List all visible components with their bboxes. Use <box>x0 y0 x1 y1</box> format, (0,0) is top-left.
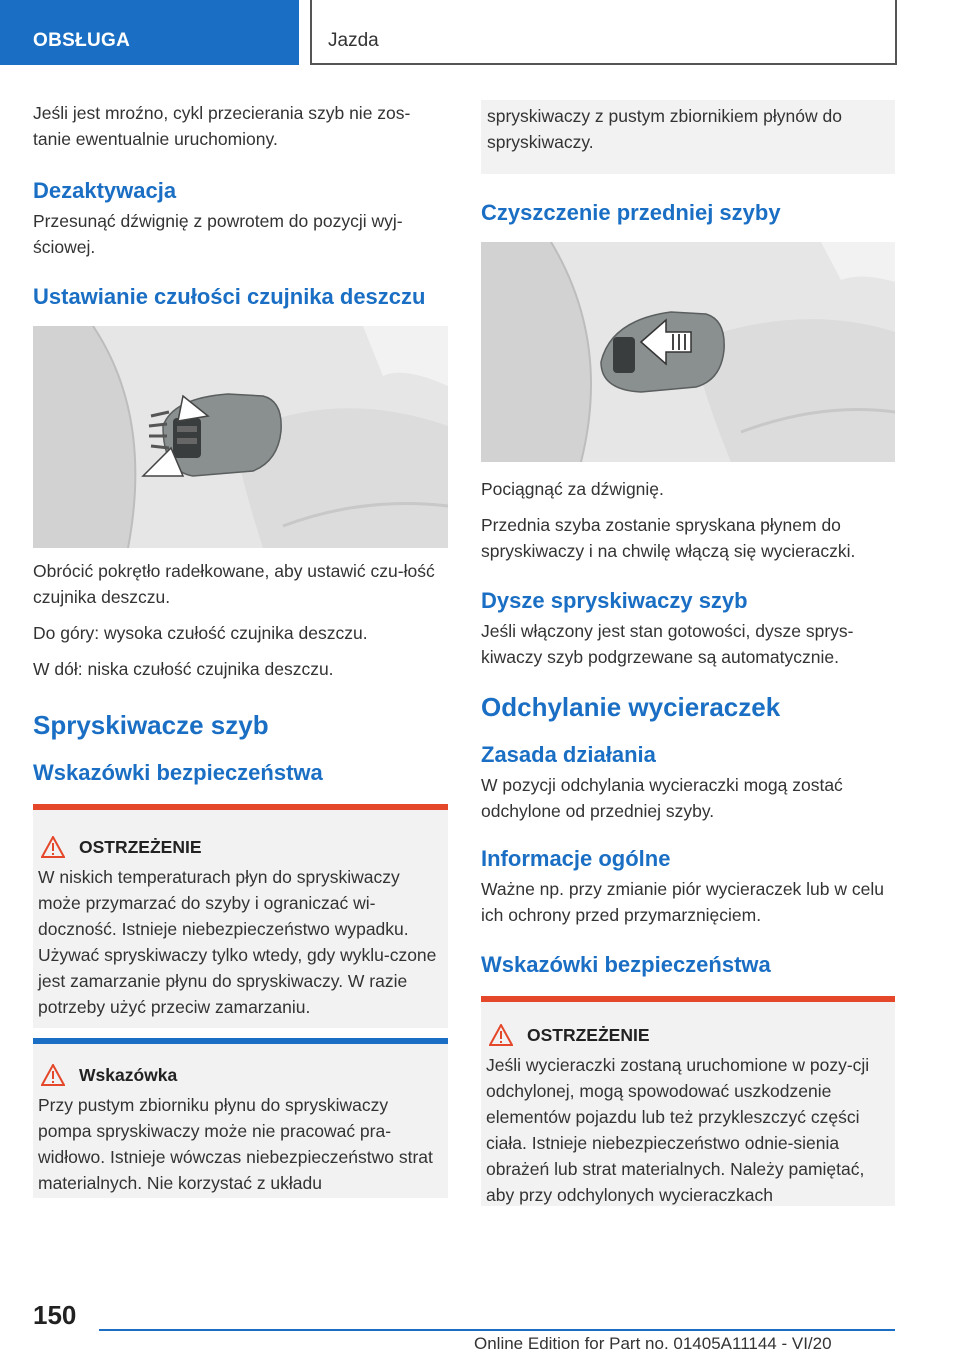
note-box-empty-tank <box>33 1038 448 1198</box>
footer-edition: Online Edition for Part no. 01405A11144 - VI/20 <box>474 1334 832 1353</box>
left-column <box>33 100 448 1198</box>
heading-principle: Zasada działania <box>481 742 656 767</box>
warning-triangle-icon <box>41 836 65 858</box>
heading-sensor-sensitivity: Ustawianie czułości czujnika deszczu <box>33 284 426 309</box>
heading-nozzles: Dysze spryskiwaczy szyb <box>481 588 748 613</box>
paragraph-deactivation: Przesunąć dźwignię z powrotem do pozycji wyj‐ściowej. <box>33 211 403 257</box>
heading-clean-windscreen: Czyszczenie przedniej szyby <box>481 200 781 225</box>
paragraph-frost: Jeśli jest mroźno, cykl przecierania szyb nie zos‐tanie ewentualnie uruchomiony. <box>33 103 411 149</box>
page-number: 150 <box>33 1300 77 1330</box>
footer-rule <box>99 1329 895 1331</box>
paragraph-sensor-1: Obrócić pokrętło radełkowane, aby ustawić czu‐łość czujnika deszczu. <box>33 561 435 607</box>
paragraph-general-info: Ważne np. przy zmianie piór wycieraczek lub w celu ich ochrony przed przymarznięciem. <box>481 879 884 925</box>
paragraph-spray-effect: Przednia szyba zostanie spryskana płynem do spryskiwaczy i na chwilę włączą się wycieraczki. <box>481 515 856 561</box>
heading-fold-wipers: Odchylanie wycieraczek <box>481 692 781 722</box>
warning-box-fold <box>481 996 895 1206</box>
warning-title: OSTRZEŻENIE <box>79 836 202 857</box>
section-title: OBSŁUGA <box>33 30 131 51</box>
section-tab <box>0 0 299 65</box>
heading-safety: Wskazówki bezpieczeństwa <box>33 760 323 785</box>
note-text: Przy pustym zbiorniku płynu do spryskiwaczy pompa spryskiwaczy może nie pracować pra‐widłowo. Istnieje wówczas niebezpieczeństwo strat materialnych. Nie korzystać z układu <box>38 1095 433 1193</box>
paragraph-pull-lever: Pociągnąć za dźwignię. <box>481 479 664 499</box>
warning-text: W niskich temperaturach płyn do spryskiwaczy może przymarzać do szyby i ograniczać wi‐doczność. Istnieje niebezpieczeństwo wypadku. Używać spryskiwaczy tylko wtedy, gdy wyklu‐czone jest zamarzanie płynu do spryskiwaczy. W razie potrzeby użyć przeciw zamarzaniu. <box>38 867 437 1017</box>
photo-wiper-pull <box>481 242 895 462</box>
paragraph-principle: W pozycji odchylania wycieraczki mogą zostać odchylone od przedniej szyby. <box>481 775 843 821</box>
warning-text-2: Jeśli wycieraczki zostaną uruchomione w pozy‐cji odchylonej, mogą spowodować uszkodzenie elementów pojazdu lub też przykleszczyć części ciała. Istnieje niebezpieczeństwo odnie‐sienia obrażeń lub strat materialnych. Należy pamiętać, aby przy odchylonych wycieraczkach <box>486 1055 870 1205</box>
heading-deactivation: Dezaktywacja <box>33 178 177 203</box>
warning-heading <box>33 810 448 858</box>
chapter-title: Jazda <box>328 30 379 51</box>
note-heading <box>33 1044 448 1086</box>
wiper-stalk-pull-illustration <box>481 242 895 462</box>
wiper-stalk-illustration <box>33 326 448 548</box>
warning-title-2: OSTRZEŻENIE <box>527 1024 650 1045</box>
paragraph-sensor-down: W dół: niska czułość czujnika deszczu. <box>33 659 334 679</box>
warning-heading-2 <box>481 1002 895 1046</box>
heading-safety-2: Wskazówki bezpieczeństwa <box>481 952 771 977</box>
warning-box-freeze <box>33 804 448 1028</box>
photo-rain-sensor-knob <box>33 326 448 548</box>
note-continuation: spryskiwaczy z pustym zbiornikiem płynów do spryskiwaczy. <box>481 100 895 174</box>
paragraph-sensor-up: Do góry: wysoka czułość czujnika deszczu. <box>33 623 368 643</box>
heading-washers: Spryskiwacze szyb <box>33 710 269 740</box>
paragraph-nozzles: Jeśli włączony jest stan gotowości, dysze sprys‐kiwaczy szyb podgrzewane są automatycznie. <box>481 621 854 667</box>
warning-triangle-icon <box>41 1064 65 1086</box>
chapter-header <box>310 0 897 65</box>
note-title: Wskazówka <box>79 1064 178 1085</box>
heading-general-info: Informacje ogólne <box>481 846 671 871</box>
warning-triangle-icon <box>489 1024 513 1046</box>
right-column <box>481 100 895 1206</box>
